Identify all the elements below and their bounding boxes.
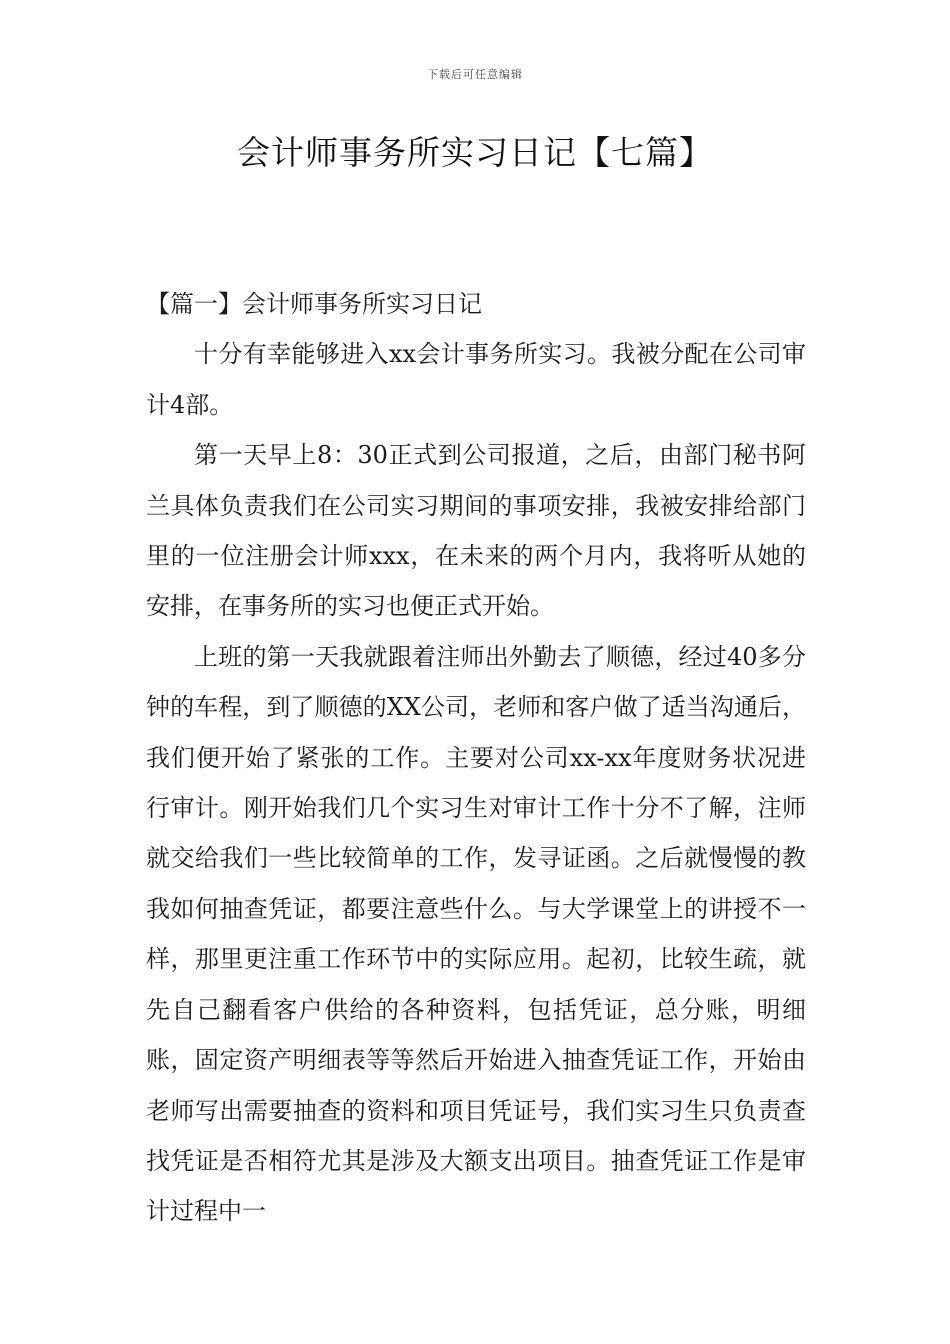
paragraph: 第一天早上8：30正式到公司报道，之后，由部门秘书阿兰具体负责我们在公司实习期间的事项安排，我被安排给部门里的一位注册会计师xxx，在未来的两个月内，我将听从她的安排，在事务所的实习也便正式开始。 [146, 441, 806, 621]
paragraph: 十分有幸能够进入xx会计事务所实习。我被分配在公司审计4部。 [146, 340, 806, 419]
document-body [146, 279, 806, 1237]
document-title: 会计师事务所实习日记【七篇】 [237, 133, 713, 172]
paragraph: 上班的第一天我就跟着注师出外勤去了顺德，经过40多分钟的车程，到了顺德的XX公司，老师和客户做了适当沟通后，我们便开始了紧张的工作。主要对公司xx-xx年度财务状况进行审计。刚开始我们几个实习生对审计工作十分不了解，注师就交给我们一些比较简单的工作，发寻证函。之后就慢慢的教我如何抽查凭证，都要注意些什么。与大学课堂上的讲授不一样，那里更注重工作环节中的实际应用。起初，比较生疏，就先自己翻看客户供给的各种资料，包括凭证，总分账，明细账，固定资产明细表等等然后开始进入抽查凭证工作，开始由老师写出需要抽查的资料和项目凭证号，我们实习生只负责查找凭证是否相符尤其是涉及大额支出项目。抽查凭证工作是审计过程中一 [146, 642, 806, 1226]
section-heading: 【篇一】会计师事务所实习日记 [146, 290, 482, 318]
header-note: 下载后可任意编辑 [427, 68, 523, 81]
